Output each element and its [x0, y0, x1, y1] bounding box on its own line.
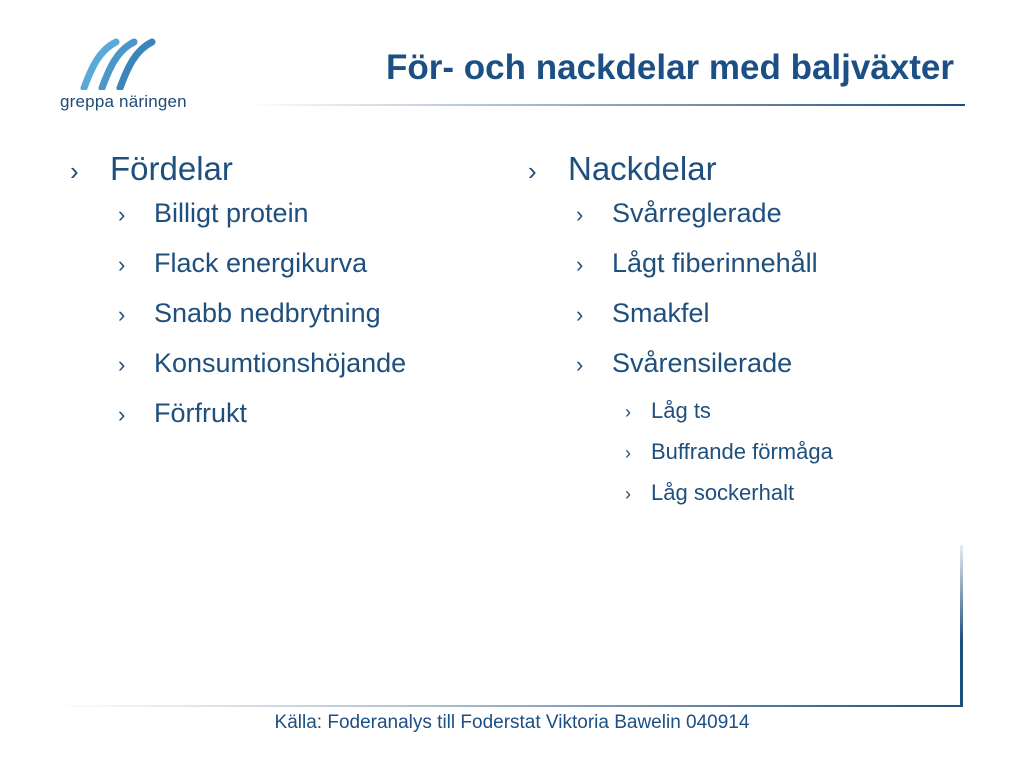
chevron-right-icon: › — [118, 352, 126, 377]
chevron-right-icon: › — [70, 156, 79, 186]
sub-list-item — [528, 480, 833, 521]
chevron-right-icon: › — [118, 202, 126, 227]
frame-right-divider — [960, 545, 963, 705]
sub-list-item — [528, 398, 833, 439]
chevron-right-icon: › — [576, 302, 584, 327]
chevron-right-icon: › — [625, 484, 631, 504]
advantages-heading-row — [70, 150, 406, 198]
chevron-right-icon: › — [625, 402, 631, 422]
sub-list-item-label: Låg sockerhalt — [651, 480, 795, 505]
chevron-right-icon: › — [118, 402, 126, 427]
advantages-heading: Fördelar — [110, 150, 233, 187]
list-item-label: Förfrukt — [154, 398, 248, 428]
chevron-right-icon: › — [625, 443, 631, 463]
chevron-right-icon: › — [528, 156, 537, 186]
disadvantages-heading-row — [528, 150, 833, 198]
advantages-column — [70, 150, 406, 448]
sub-list-item — [528, 439, 833, 480]
wave-stripes-icon — [78, 36, 168, 90]
list-item-label: Svårreglerade — [612, 198, 782, 228]
frame-bottom-divider — [50, 705, 963, 707]
chevron-right-icon: › — [118, 302, 126, 327]
disadvantages-heading: Nackdelar — [568, 150, 717, 187]
source-footnote: Källa: Foderanalys till Foderstat Viktoria Bawelin 040914 — [274, 712, 750, 733]
list-item — [70, 198, 406, 248]
list-item-label: Smakfel — [612, 298, 710, 328]
list-item — [70, 248, 406, 298]
list-item-label: Lågt fiberinnehåll — [612, 248, 818, 278]
chevron-right-icon: › — [576, 352, 584, 377]
logo — [56, 36, 206, 116]
chevron-right-icon: › — [118, 252, 126, 277]
list-item-label: Snabb nedbrytning — [154, 298, 381, 328]
list-item-label: Flack energikurva — [154, 248, 368, 278]
logo-text: greppa näringen — [60, 92, 187, 111]
list-item-label: Konsumtionshöjande — [154, 348, 407, 378]
list-item-label: Svårensilerade — [612, 348, 793, 378]
sub-list-item-label: Låg ts — [651, 398, 711, 423]
list-item — [70, 298, 406, 348]
disadvantages-column — [528, 150, 833, 521]
chevron-right-icon: › — [576, 202, 584, 227]
list-item-label: Billigt protein — [154, 198, 309, 228]
list-item — [70, 348, 406, 398]
list-item — [528, 198, 833, 248]
sub-list-item-label: Buffrande förmåga — [651, 439, 833, 464]
list-item — [70, 398, 406, 448]
list-item — [528, 298, 833, 348]
slide-title: För- och nackdelar med baljväxter — [386, 48, 954, 87]
chevron-right-icon: › — [576, 252, 584, 277]
list-item — [528, 248, 833, 298]
list-item — [528, 348, 833, 398]
title-divider — [245, 104, 965, 106]
